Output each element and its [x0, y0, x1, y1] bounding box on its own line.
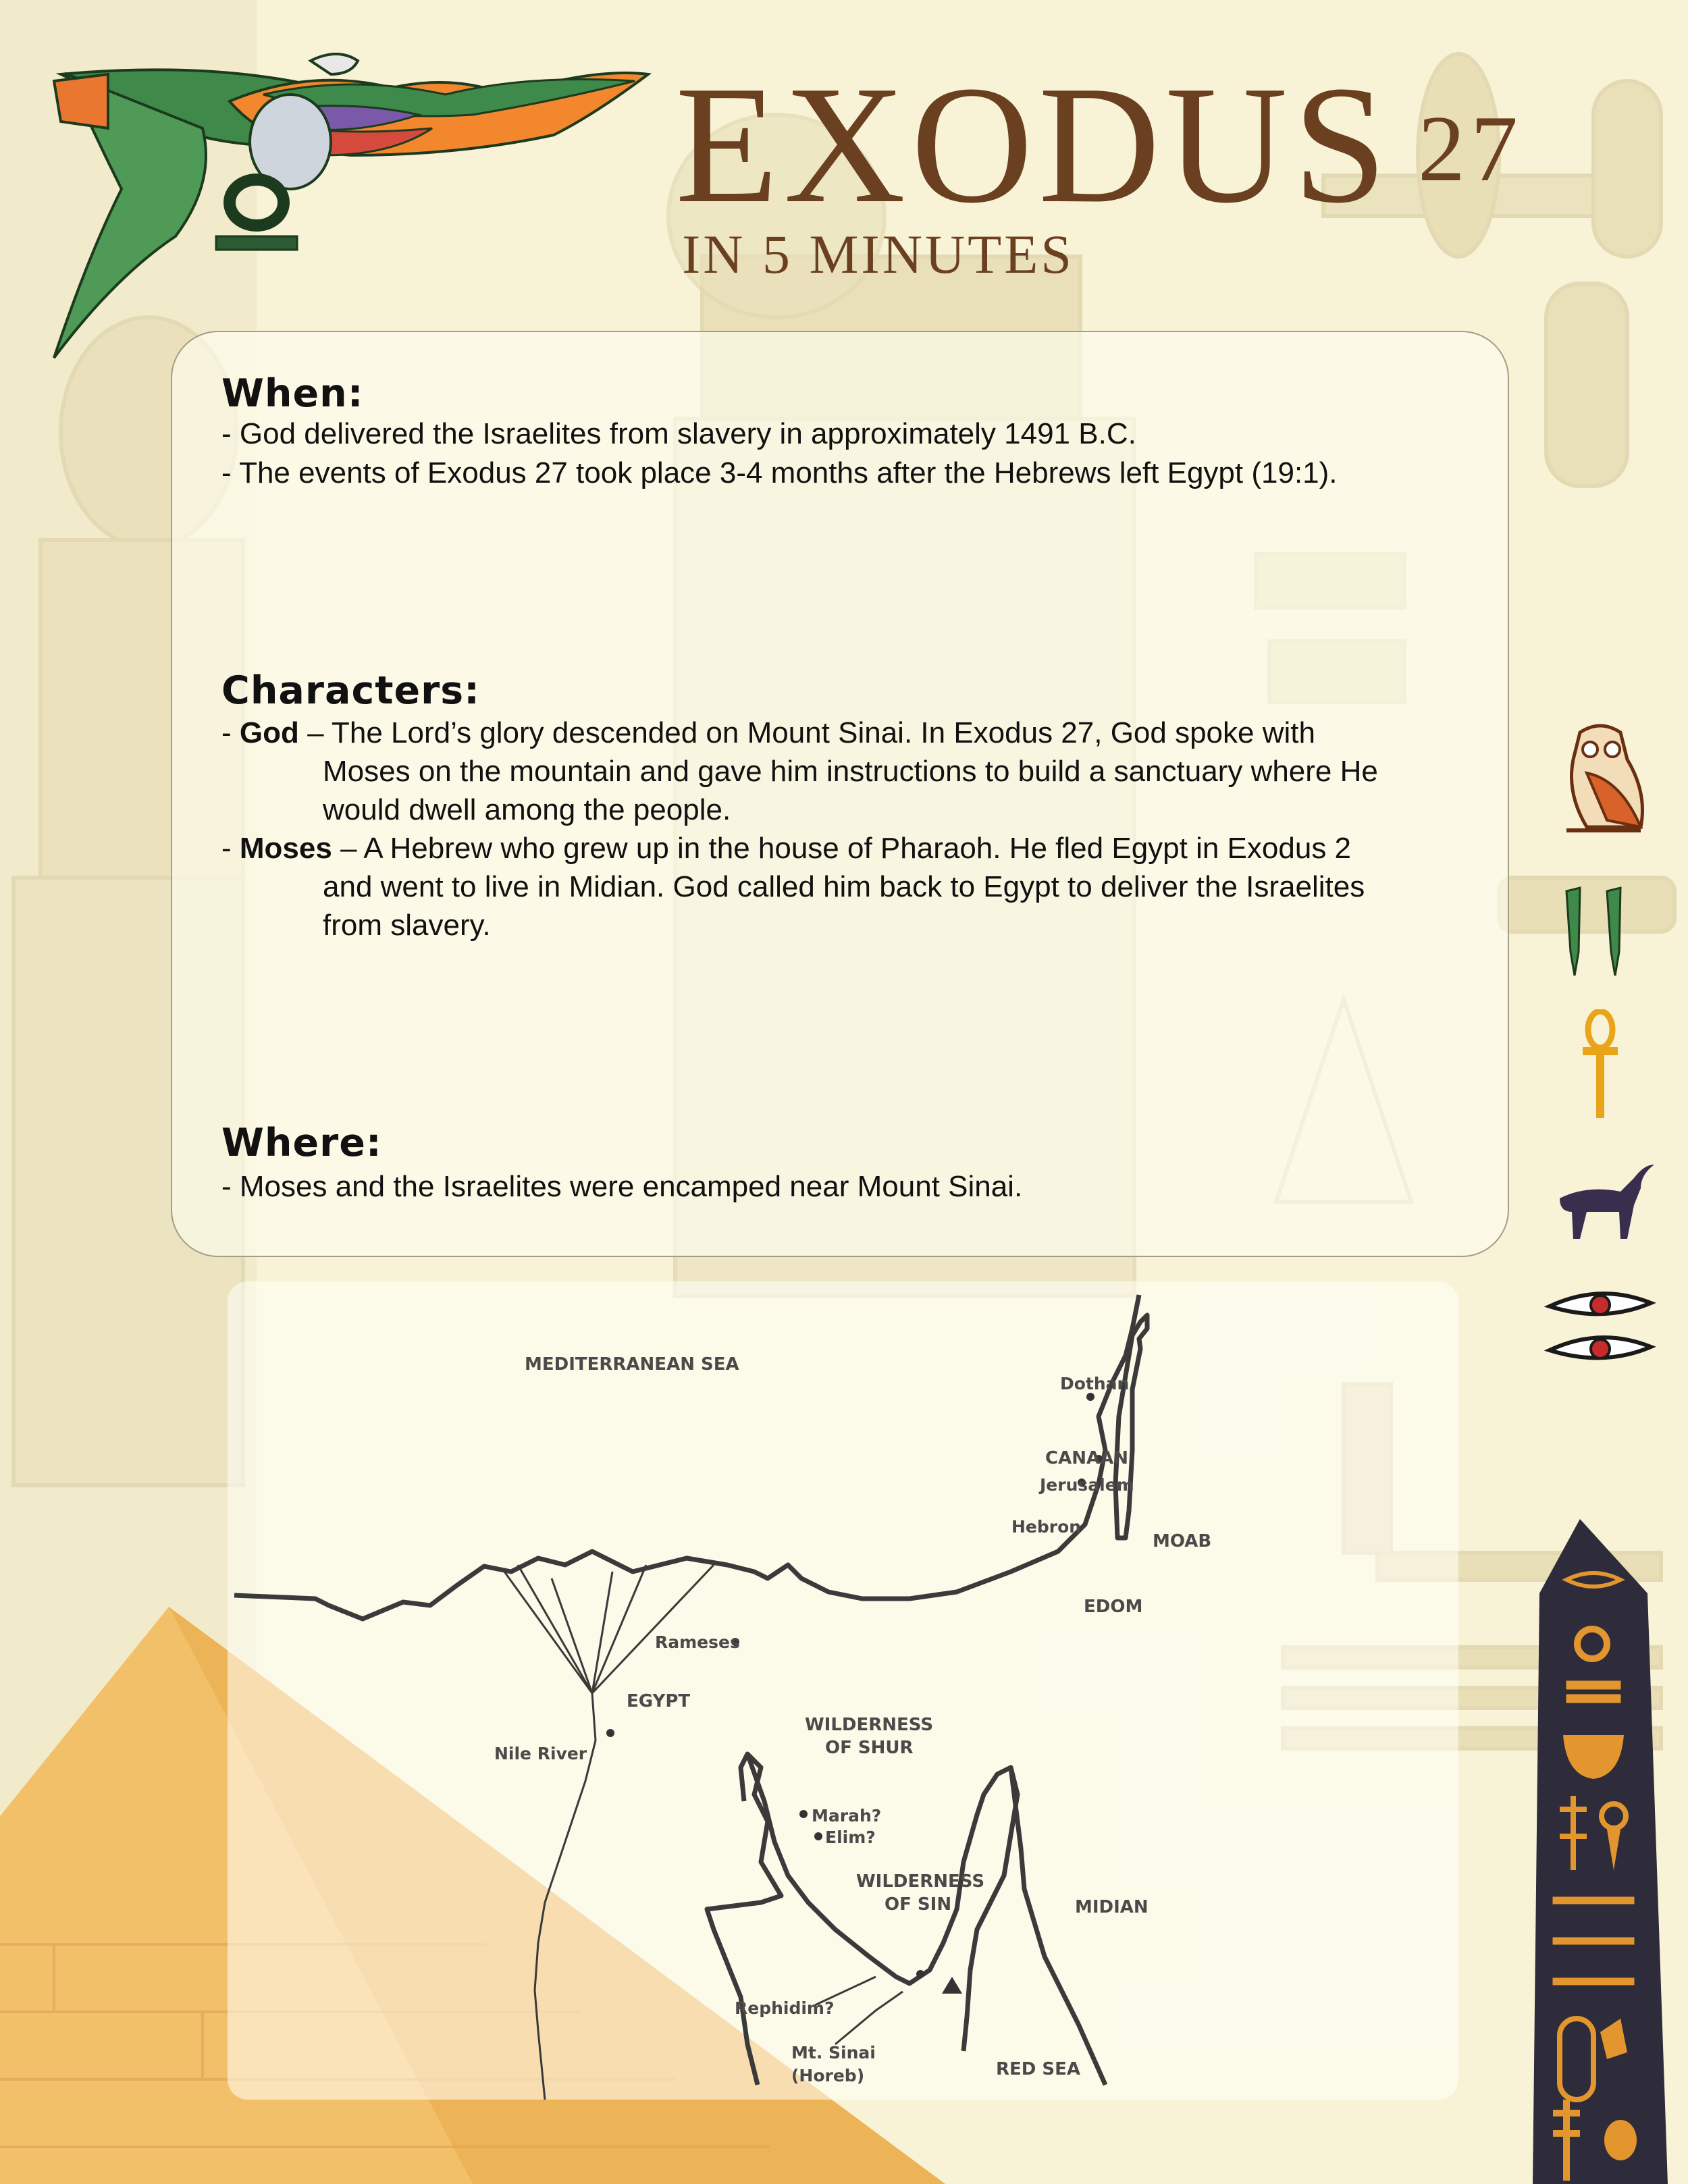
eye-icon	[1543, 1286, 1658, 1367]
page-subtitle: IN 5 MINUTES	[682, 223, 1074, 285]
map-label-midian: MIDIAN	[1075, 1897, 1149, 1917]
character-description: would dwell among the people.	[323, 793, 731, 826]
map-label-red-sea: RED SEA	[996, 2059, 1081, 2079]
character-description: from slavery.	[323, 909, 491, 942]
when-line: - God delivered the Israelites from slavery in approximately 1491 B.C.	[221, 417, 1136, 450]
map-label-rephidim: Rephidim?	[735, 1998, 835, 2018]
character-description: – The Lord’s glory descended on Mount Sinai. In Exodus 27, God spoke with	[298, 716, 1315, 749]
sinai-west-coast	[707, 1754, 781, 2085]
map-label-shur: OF SHUR	[825, 1738, 914, 1758]
nile-dot	[606, 1729, 614, 1737]
map-label-dothan: Dothan	[1060, 1374, 1130, 1393]
character-description: – A Hebrew who grew up in the house of Pharaoh. He fled Egypt in Exodus 2	[332, 832, 1352, 865]
ankh-icon	[1580, 1009, 1620, 1121]
dead-sea-outline	[1115, 1315, 1147, 1538]
marah-dot	[799, 1810, 808, 1818]
map-label-mediterranean: MEDITERRANEAN SEA	[525, 1354, 739, 1375]
when-line: - The events of Exodus 27 took place 3-4 months after the Hebrews left Egypt (19:1).	[221, 456, 1338, 489]
elim-dot	[814, 1832, 822, 1840]
map-label-sin: OF SIN	[885, 1894, 952, 1915]
ibex-icon	[1546, 1158, 1654, 1246]
where-heading: Where:	[221, 1121, 382, 1165]
map-label-moab: MOAB	[1153, 1531, 1212, 1551]
map-label-shur: WILDERNESS	[805, 1715, 934, 1735]
where-line: - Moses and the Israelites were encamped near Mount Sinai.	[221, 1170, 1023, 1203]
character-name: God	[239, 716, 299, 749]
rephidim-dot	[916, 1970, 924, 1978]
map-label-mt-sinai: Mt. Sinai	[791, 2043, 876, 2062]
map-label-nile: Nile River	[494, 1744, 587, 1763]
map-label-elim: Elim?	[825, 1828, 876, 1847]
character-description: Moses on the mountain and gave him instructions to build a sanctuary where He	[323, 755, 1378, 788]
reed-icon	[1560, 884, 1634, 979]
nile-branches	[504, 1565, 714, 1693]
owl-icon	[1546, 719, 1654, 841]
map-label-canaan: CANAAN	[1045, 1448, 1128, 1468]
when-heading: When:	[221, 371, 364, 416]
character-name: Moses	[239, 832, 332, 865]
map-label-mt-sinai: (Horeb)	[791, 2066, 865, 2085]
chapter-number: 27	[1418, 97, 1523, 201]
page-header	[675, 51, 1523, 285]
mediterranean-coastline	[234, 1295, 1139, 1619]
characters-heading: Characters:	[221, 668, 480, 713]
list-bullet: -	[221, 832, 240, 865]
sinai-leader	[835, 1992, 903, 2044]
map-label-marah: Marah?	[812, 1806, 882, 1826]
map-label-rameses: Rameses	[655, 1632, 740, 1652]
map-label-sin: WILDERNESS	[856, 1871, 985, 1892]
character-description: and went to live in Midian. God called him back to Egypt to deliver the Israelites	[323, 870, 1365, 903]
obelisk-icon	[1512, 1519, 1674, 2184]
page-title: EXODUS	[675, 51, 1392, 238]
list-bullet: -	[221, 716, 240, 749]
map-label-jerusalem: Jerusalem	[1040, 1475, 1134, 1495]
dothan-dot	[1086, 1393, 1094, 1401]
mt-sinai-marker	[942, 1977, 962, 1994]
character-item-moses	[221, 829, 1365, 944]
map-label-hebron: Hebron	[1011, 1517, 1082, 1537]
map-label-egypt: EGYPT	[627, 1691, 691, 1711]
map-label-edom: EDOM	[1084, 1597, 1143, 1617]
map-drawing	[228, 1281, 1458, 2100]
character-item-god	[221, 714, 1378, 829]
gulf-aqaba	[1011, 1767, 1105, 2085]
